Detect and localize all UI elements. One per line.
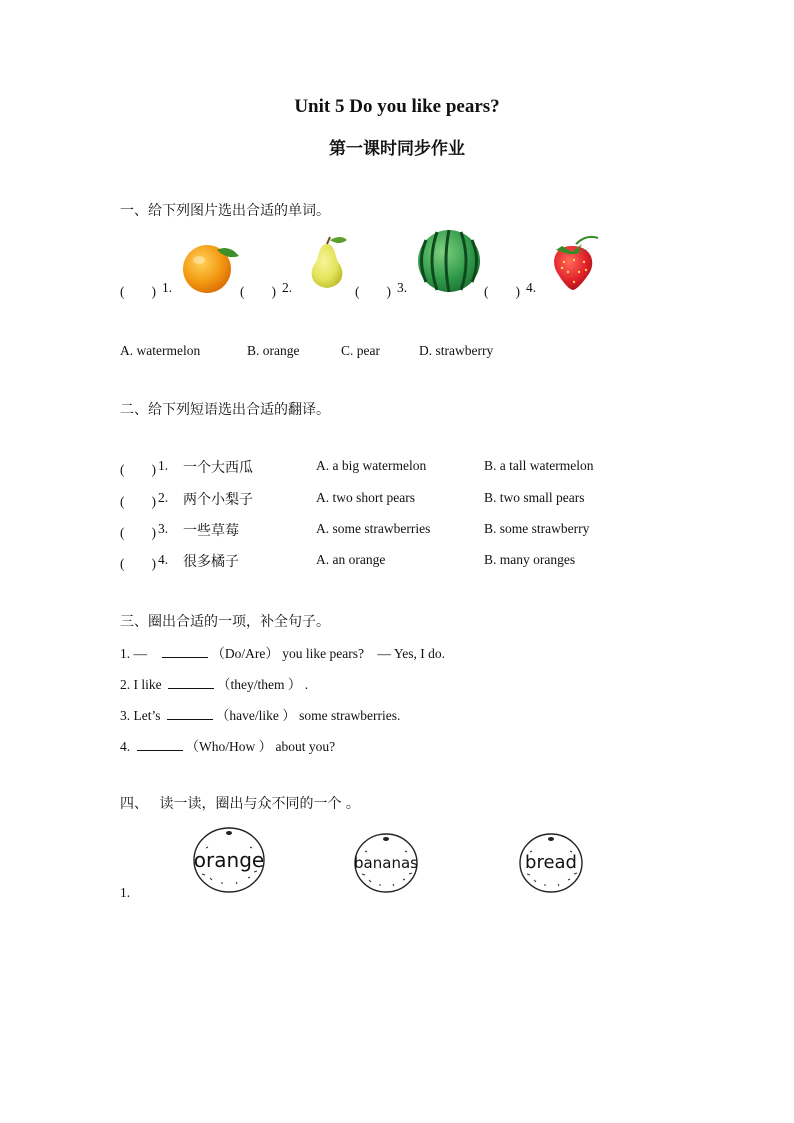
s3-line-1-suffix: you like pears? — Yes, I do. — [282, 646, 445, 661]
section4-heading: 四、 读一读，圈出与众不同的一个 。 — [120, 796, 360, 812]
s3-line-4 — [120, 735, 335, 755]
s3-line-3-blank[interactable] — [167, 707, 213, 720]
orange-fruit-icon — [181, 236, 243, 296]
s4-option-bread[interactable] — [518, 832, 584, 894]
page-subtitle: 第一课时同步作业 — [329, 139, 465, 159]
s4-word-bread: bread — [525, 852, 577, 873]
s2-row-4-num: 4. — [158, 552, 169, 567]
s2-row-1-option-a: A. a big watermelon — [316, 458, 427, 473]
s3-line-3-prefix: 3. Let’s — [120, 708, 161, 723]
s3-line-4-blank[interactable] — [137, 738, 183, 751]
s2-row-1-paren[interactable]: ( ) — [120, 462, 156, 477]
s2-row-4-option-a: A. an orange — [316, 552, 386, 567]
s1-option-c: C. pear — [341, 343, 380, 358]
s2-row-3-option-b: B. some strawberry — [484, 521, 590, 536]
s3-line-1 — [120, 642, 445, 662]
s4-word-orange: orange — [193, 848, 265, 872]
s3-line-2 — [120, 673, 308, 693]
s2-row-4-option-b: B. many oranges — [484, 552, 576, 567]
page-title: Unit 5 Do you like pears? — [294, 96, 500, 117]
s1-item-4-paren[interactable]: ( ) — [484, 284, 520, 299]
s4-item-number: 1. — [120, 885, 131, 900]
watermelon-fruit-icon — [415, 228, 483, 294]
s2-row-2-num: 2. — [158, 490, 169, 505]
s3-line-4-prefix: 4. — [120, 739, 131, 754]
s4-word-bananas: bananas — [354, 854, 418, 872]
s4-option-orange[interactable] — [192, 826, 266, 894]
s1-option-b: B. orange — [247, 343, 300, 358]
s1-item-3-num: 3. — [397, 280, 408, 295]
s1-item-2-num: 2. — [282, 280, 293, 295]
s2-row-3-chinese: 一些草莓 — [183, 523, 239, 539]
s3-line-3-suffix: some strawberries. — [299, 708, 401, 723]
s3-line-1-prefix: 1. — — [120, 646, 147, 661]
s2-row-2-chinese: 两个小梨子 — [183, 492, 253, 508]
s3-line-4-choice[interactable]: （Who/How ） — [185, 739, 273, 754]
s3-line-2-suffix: . — [304, 677, 309, 692]
s1-item-2-paren[interactable]: ( ) — [240, 284, 276, 299]
s1-option-a: A. watermelon — [120, 343, 201, 358]
strawberry-fruit-icon — [546, 232, 602, 292]
s3-line-2-choice[interactable]: （they/them ） — [217, 677, 302, 692]
s3-line-2-blank[interactable] — [168, 676, 214, 689]
s1-item-1-paren[interactable]: ( ) — [120, 284, 156, 299]
s3-line-3-choice[interactable]: （have/like ） — [215, 708, 296, 723]
s1-option-d: D. strawberry — [419, 343, 494, 358]
s1-item-1-num: 1. — [162, 280, 173, 295]
section2-heading: 二、给下列短语选出合适的翻译。 — [120, 402, 330, 418]
section1-heading: 一、给下列图片选出合适的单词。 — [120, 203, 330, 219]
s3-line-1-blank[interactable] — [162, 645, 208, 658]
s2-row-1-num: 1. — [158, 458, 169, 473]
s1-item-4-num: 4. — [526, 280, 537, 295]
s3-line-3 — [120, 704, 400, 724]
s2-row-4-paren[interactable]: ( ) — [120, 556, 156, 571]
pear-fruit-icon — [303, 234, 351, 292]
s2-row-1-chinese: 一个大西瓜 — [183, 460, 253, 476]
s3-line-4-suffix: about you? — [275, 739, 336, 754]
s2-row-2-option-b: B. two small pears — [484, 490, 585, 505]
s2-row-4-chinese: 很多橘子 — [183, 554, 239, 570]
s2-row-3-paren[interactable]: ( ) — [120, 525, 156, 540]
section3-heading: 三、圈出合适的一项，补全句子。 — [120, 614, 330, 630]
s2-row-3-option-a: A. some strawberries — [316, 521, 431, 536]
s2-row-1-option-b: B. a tall watermelon — [484, 458, 594, 473]
s2-row-3-num: 3. — [158, 521, 169, 536]
s3-line-1-choice[interactable]: （Do/Are） — [211, 646, 279, 661]
s2-row-2-paren[interactable]: ( ) — [120, 494, 156, 509]
s3-line-2-prefix: 2. I like — [120, 677, 162, 692]
s1-item-3-paren[interactable]: ( ) — [355, 284, 391, 299]
s4-option-bananas[interactable] — [353, 832, 419, 894]
s2-row-2-option-a: A. two short pears — [316, 490, 415, 505]
